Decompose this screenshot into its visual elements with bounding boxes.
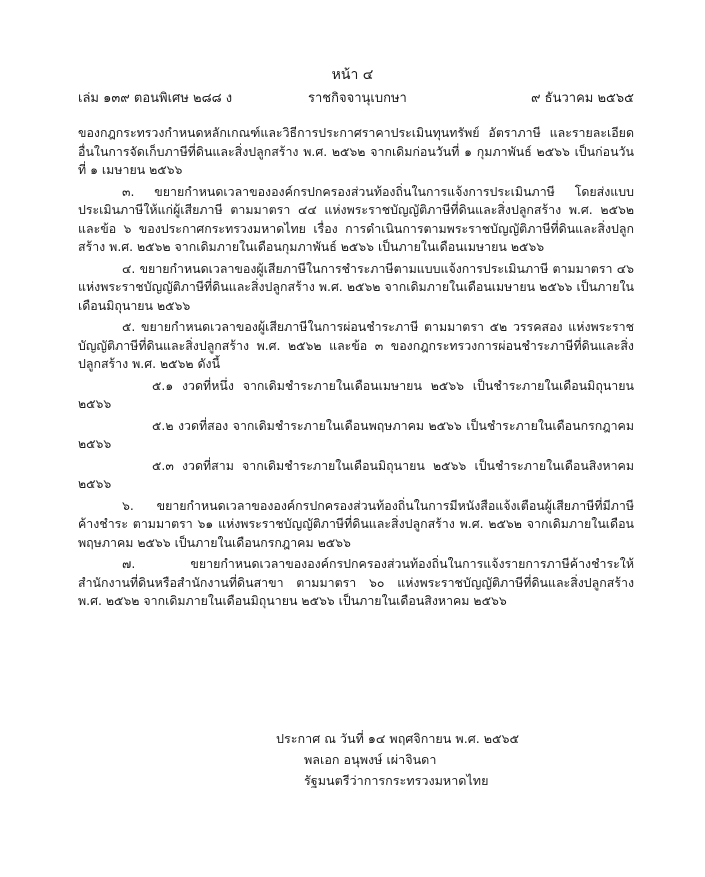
volume-issue: เล่ม ๑๓๙ ตอนพิเศษ ๒๘๘ ง — [78, 91, 233, 106]
paragraph-clause-7: ๗. ขยายกำหนดเวลาขององค์กรปกครองส่วนท้องถิ่นในการแจ้งรายการภาษีค้างชำระให้สำนักงานที่ดินหรือสำนักงานที่ดินสาขา ตามมาตรา ๖๐ แห่งพระราชบัญญัติภาษีที่ดินและสิ่งปลูกสร้าง พ.ศ. ๒๕๖๒ จากเดิมภายในเดือนมิถุนายน ๒๕๖๖ เป็นภายในเดือนสิงหาคม ๒๕๖๖ — [78, 556, 634, 608]
signatory-name: พลเอก อนุพงษ์ เผ่าจินดา — [304, 752, 437, 767]
signature-block — [276, 728, 636, 791]
publication-date: ๙ ธันวาคม ๒๕๖๕ — [531, 91, 634, 106]
paragraph-clause-5: ๕. ขยายกำหนดเวลาของผู้เสียภาษีในการผ่อนชำระภาษี ตามมาตรา ๕๒ วรรคสอง แห่งพระราชบัญญัติภาษีที่ดินและสิ่งปลูกสร้าง พ.ศ. ๒๕๖๒ และข้อ ๓ ของกฎกระทรวงการผ่อนชำระภาษีที่ดินและสิ่งปลูกสร้าง พ.ศ. ๒๕๖๒ ดังนี้ — [78, 319, 634, 371]
paragraph-clause-4: ๔. ขยายกำหนดเวลาของผู้เสียภาษีในการชำระภาษีตามแบบแจ้งการประเมินภาษี ตามมาตรา ๔๖ แห่งพระราชบัญญัติภาษีที่ดินและสิ่งปลูกสร้าง พ.ศ. ๒๕๖๒ จากเดิมภายในเดือนเมษายน ๒๕๖๖ เป็นภายในเดือนมิถุนายน ๒๕๖๖ — [78, 260, 634, 313]
page-number: หน้า ๔ — [331, 67, 374, 83]
paragraph-clause-5-1: ๕.๑ งวดที่หนึ่ง จากเดิมชำระภายในเดือนเมษายน ๒๕๖๖ เป็นชำระภายในเดือนมิถุนายน ๒๕๖๖ — [78, 377, 634, 411]
document-body — [78, 124, 634, 611]
gazette-header — [78, 90, 634, 108]
paragraph-clause-5-2: ๕.๒ งวดที่สอง จากเดิมชำระภายในเดือนพฤษภาคม ๒๕๖๖ เป็นชำระภายในเดือนกรกฎาคม ๒๕๖๖ — [78, 417, 634, 451]
signatory-title: รัฐมนตรีว่าการกระทรวงมหาดไทย — [304, 773, 489, 788]
paragraph-clause-6: ๖. ขยายกำหนดเวลาขององค์กรปกครองส่วนท้องถิ่นในการมีหนังสือแจ้งเตือนผู้เสียภาษีที่มีภาษีค้างชำระ ตามมาตรา ๖๑ แห่งพระราชบัญญัติภาษีที่ดินและสิ่งปลูกสร้าง พ.ศ. ๒๕๖๒ จากเดิมภายในเดือนพฤษภาคม ๒๕๖๖ เป็นภายในเดือนกรกฎาคม ๒๕๖๖ — [78, 497, 634, 550]
paragraph-clause-5-3: ๕.๓ งวดที่สาม จากเดิมชำระภายในเดือนมิถุนายน ๒๕๖๖ เป็นชำระภายในเดือนสิงหาคม ๒๕๖๖ — [78, 457, 634, 491]
paragraph-clause-3: ๓. ขยายกำหนดเวลาขององค์กรปกครองส่วนท้องถิ่นในการแจ้งการประเมินภาษี โดยส่งแบบประเมินภาษีให้แก่ผู้เสียภาษี ตามมาตรา ๔๔ แห่งพระราชบัญญัติภาษีที่ดินและสิ่งปลูกสร้าง พ.ศ. ๒๕๖๒ และข้อ ๖ ของประกาศกระทรวงมหาดไทย เรื่อง การดำเนินการตามพระราชบัญญัติภาษีที่ดินและสิ่งปลูกสร้าง พ.ศ. ๒๕๖๒ จากเดิมภายในเดือนกุมภาพันธ์ ๒๕๖๖ เป็นภายในเดือนเมษายน ๒๕๖๖ — [78, 183, 634, 254]
paragraph-continuation: ของกฎกระทรวงกำหนดหลักเกณฑ์และวิธีการประกาศราคาประเมินทุนทรัพย์ อัตราภาษี และรายละเอียดอื่นในการจัดเก็บภาษีที่ดินและสิ่งปลูกสร้าง พ.ศ. ๒๕๖๒ จากเดิมก่อนวันที่ ๑ กุมภาพันธ์ ๒๕๖๖ เป็นก่อนวันที่ ๑ เมษายน ๒๕๖๖ — [78, 125, 634, 177]
announcement-date: ประกาศ ณ วันที่ ๑๔ พฤศจิกายน พ.ศ. ๒๕๖๕ — [276, 731, 520, 746]
publication-name: ราชกิจจานุเบกษา — [308, 91, 407, 106]
